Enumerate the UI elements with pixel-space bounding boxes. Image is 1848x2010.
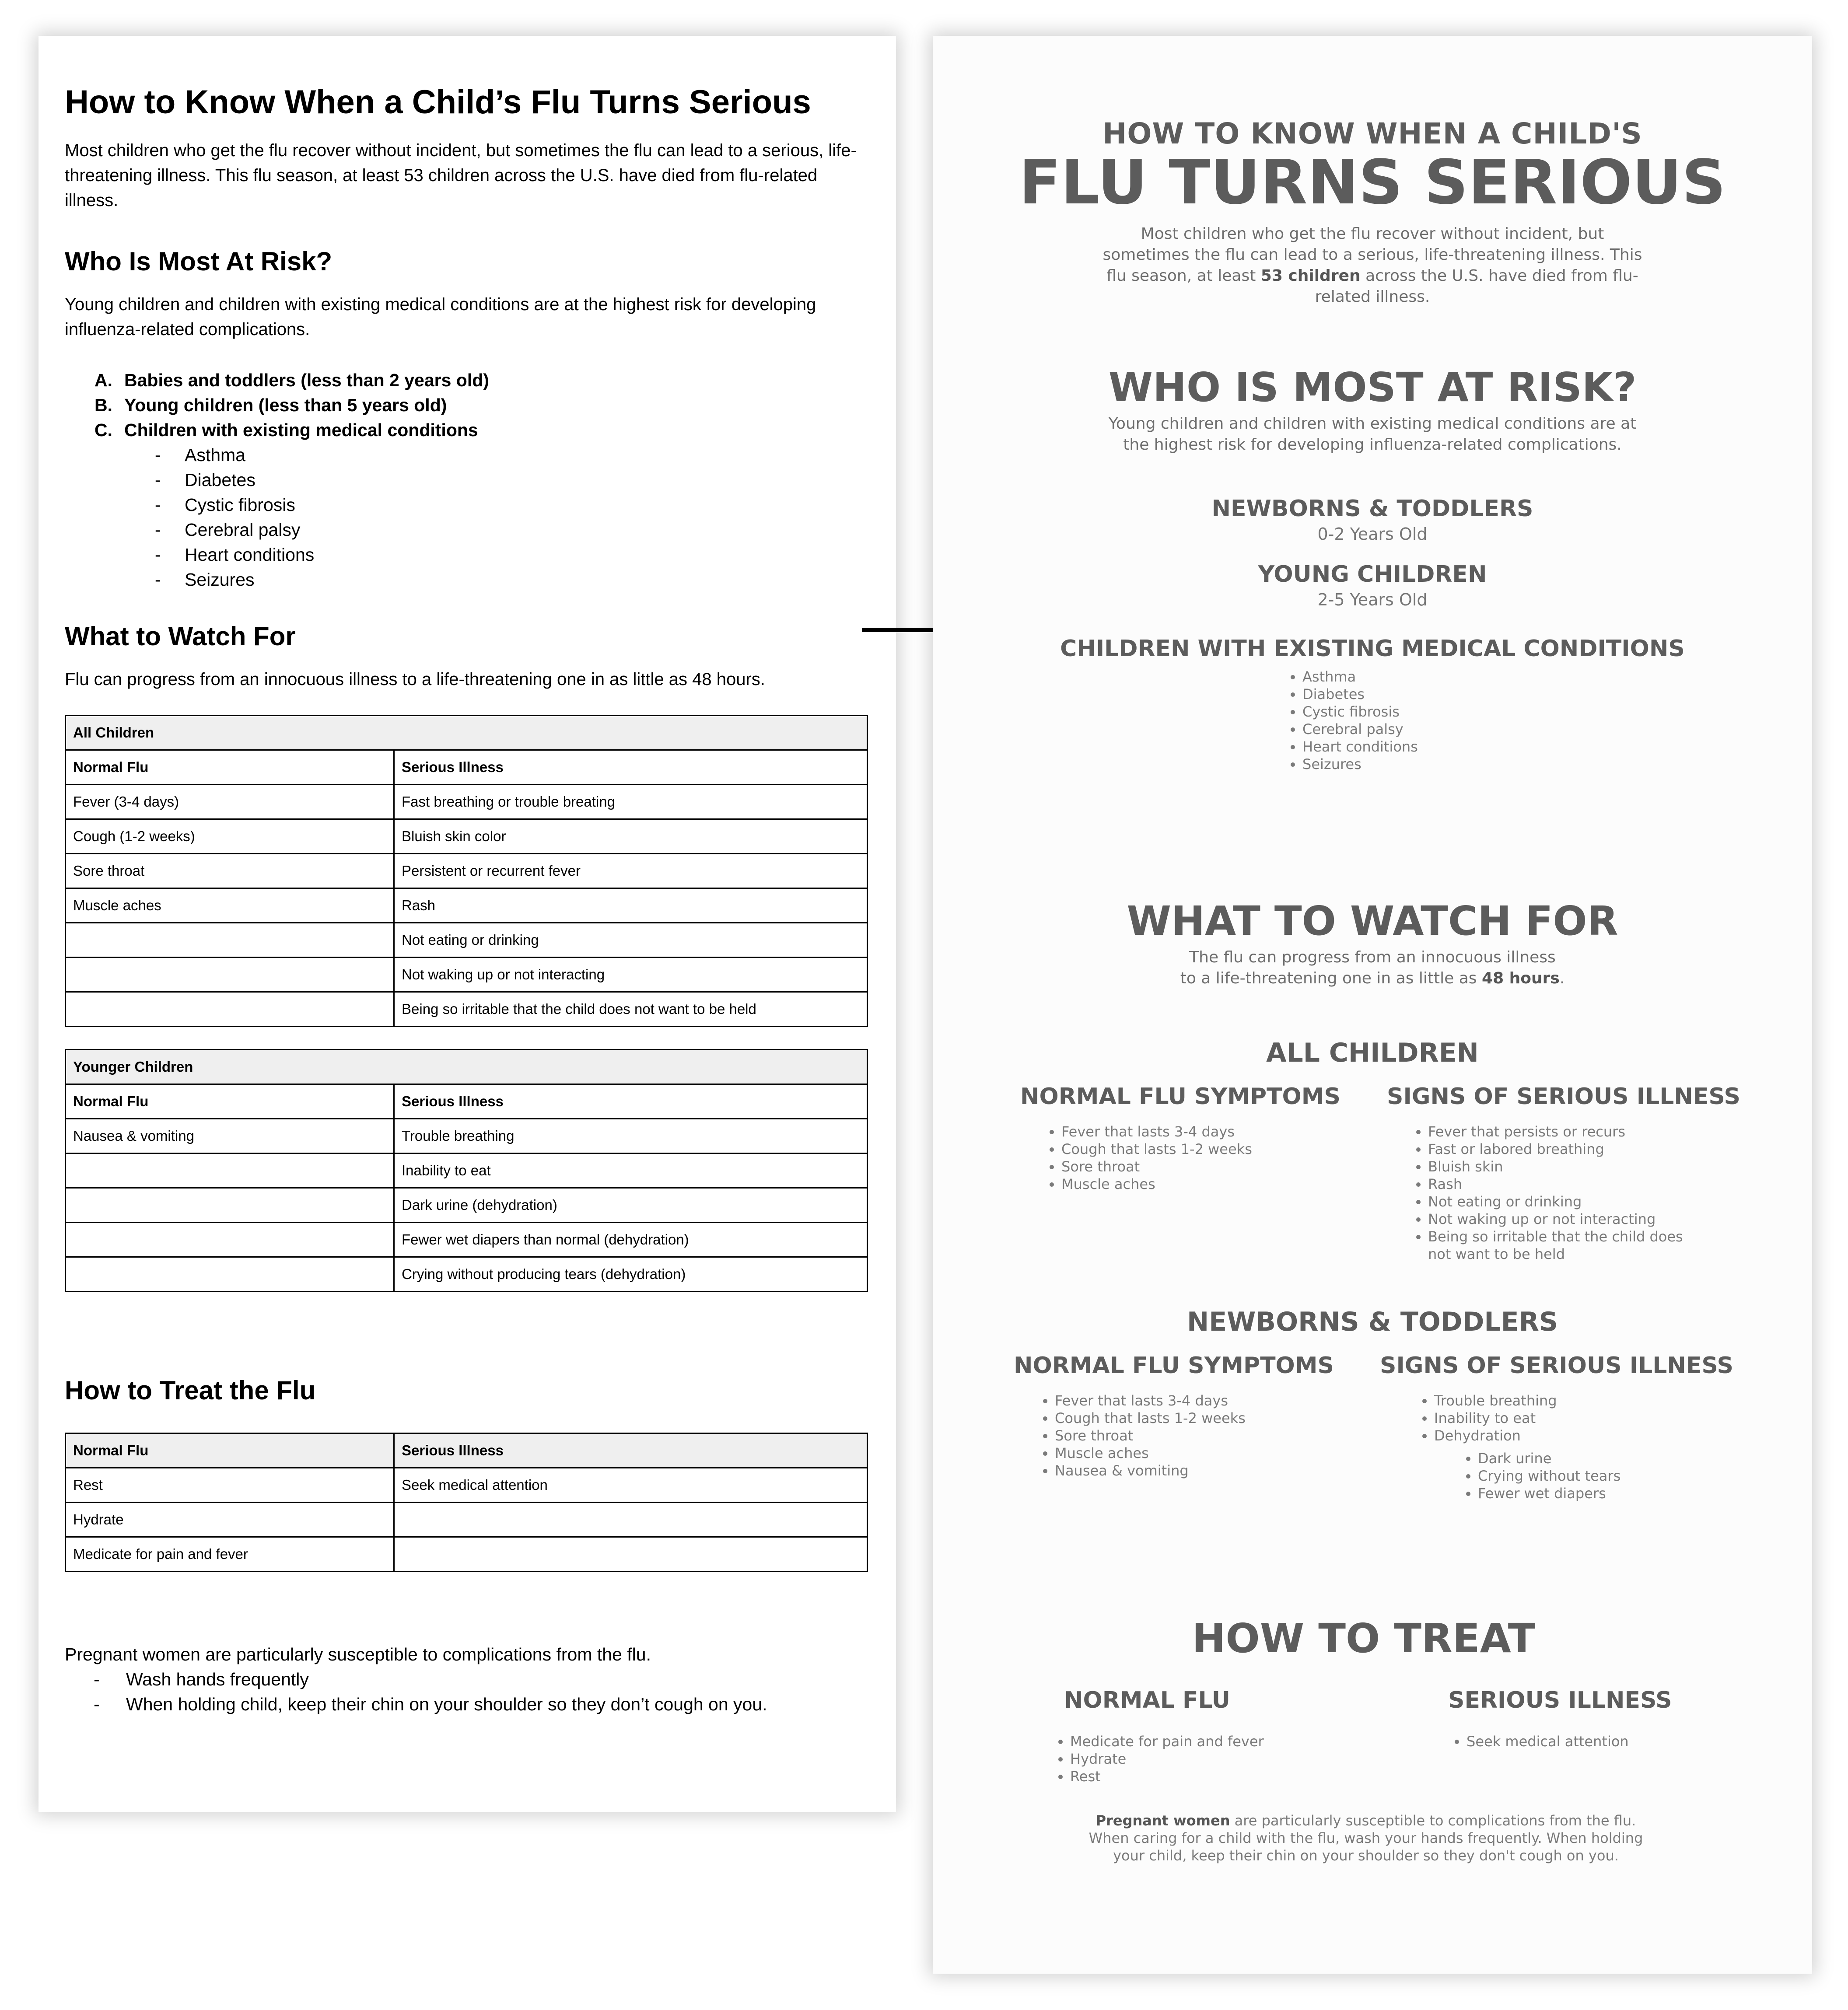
table-row: Crying without producing tears (dehydration) — [66, 1257, 868, 1291]
table-row: Rest Seek medical attention — [66, 1468, 868, 1502]
risk-group — [933, 636, 1812, 773]
table-title: All Children — [66, 715, 868, 750]
bullet-list — [1042, 1123, 1326, 1193]
list-item: • Rash — [1428, 1175, 1686, 1193]
table-row: Sore throat Persistent or recurrent fever — [66, 853, 868, 888]
conditions-list — [65, 443, 869, 592]
column-title: SIGNS OF SERIOUS ILLNESS — [1380, 1353, 1733, 1379]
treat-normal-column — [1038, 1687, 1300, 1785]
list-item: • Cough that lasts 1-2 weeks — [1055, 1409, 1329, 1427]
risk-heading: Who Is Most At Risk? — [65, 247, 332, 276]
list-item: • Seizures — [1302, 755, 1442, 773]
column-header: Serious Illness — [394, 750, 868, 784]
column-header: Normal Flu — [66, 1433, 394, 1468]
group-subtitle: 0-2 Years Old — [1317, 524, 1428, 544]
table-row: Being so irritable that the child does not want to be held — [66, 992, 868, 1026]
watch-heading: What to Watch For — [65, 621, 296, 651]
kicker-title: HOW TO KNOW WHEN A CHILD'S — [1102, 117, 1642, 150]
list-item: • Cystic fibrosis — [1302, 703, 1442, 720]
bullet-list — [1415, 1392, 1712, 1502]
list-item: • Muscle aches — [1055, 1444, 1329, 1462]
section-title: WHAT TO WATCH FOR — [1127, 898, 1618, 944]
intro-text: Most children who get the flu recover without incident, but sometimes the flu can lead to a serious, life-threatening illness. This flu season, at least 53 children across the U.S. have died from flu-related illness. — [1102, 225, 1642, 306]
list-item: • Asthma — [1302, 668, 1442, 685]
list-item: • Being so irritable that the child does not want to be held — [1428, 1228, 1686, 1263]
table-row: Inability to eat — [66, 1153, 868, 1188]
treat-heading: How to Treat the Flu — [65, 1375, 316, 1405]
list-item: - Asthma — [155, 444, 245, 465]
list-item: B. Young children (less than 5 years old) — [94, 395, 447, 415]
treat-serious-column — [1405, 1687, 1672, 1750]
all-children-section — [933, 1038, 1812, 1068]
list-item: • Bluish skin — [1428, 1158, 1686, 1175]
list-item: • Seek medical attention — [1466, 1733, 1668, 1750]
list-item: • Medicate for pain and fever — [1070, 1733, 1300, 1750]
list-item: - Cerebral palsy — [155, 519, 301, 540]
section-subtitle: NEWBORNS & TODDLERS — [1186, 1307, 1558, 1337]
document-title: How to Know When a Child’s Flu Turns Serious — [65, 84, 811, 121]
watch-section — [933, 898, 1812, 989]
list-item: • Trouble breathing — [1434, 1392, 1712, 1409]
all-children-table — [65, 715, 868, 1027]
list-item: • Cerebral palsy — [1302, 720, 1442, 738]
group-title: NEWBORNS & TODDLERS — [1211, 496, 1533, 522]
bullet-list — [1051, 1733, 1300, 1785]
all-normal-column — [1020, 1084, 1340, 1193]
list-item: - Wash hands frequently — [94, 1669, 309, 1689]
column-header: Normal Flu — [66, 1084, 394, 1119]
table-row: Hydrate — [66, 1502, 868, 1537]
watch-text: Flu can progress from an innocuous illness to a life-threatening one in as little as 48 hours. — [65, 669, 765, 689]
list-item: - Seizures — [155, 569, 255, 590]
risk-group — [933, 561, 1812, 609]
list-item: • Not waking up or not interacting — [1428, 1210, 1686, 1228]
newborns-section — [933, 1307, 1812, 1337]
list-item: • Fast or labored breathing — [1428, 1140, 1686, 1158]
table-row: Fewer wet diapers than normal (dehydration) — [66, 1222, 868, 1257]
column-title: NORMAL FLU SYMPTOMS — [1014, 1353, 1334, 1379]
all-serious-column — [1387, 1084, 1740, 1263]
list-item: • Hydrate — [1070, 1750, 1300, 1768]
list-item: - Heart conditions — [155, 544, 315, 565]
table-row: Dark urine (dehydration) — [66, 1188, 868, 1222]
table-row: Not eating or drinking — [66, 923, 868, 957]
document-intro: Most children who get the flu recover without incident, but sometimes the flu can lead to a serious, life-threatening illness. This flu season, at least 53 children across the U.S. have died from flu-related illness. — [65, 140, 857, 210]
column-header: Normal Flu — [66, 750, 394, 784]
list-item: • Not eating or drinking — [1428, 1193, 1686, 1210]
list-item: • Diabetes — [1302, 685, 1442, 703]
treatment-table — [65, 1433, 868, 1572]
table-title: Younger Children — [66, 1049, 868, 1084]
column-title: SERIOUS ILLNESS — [1448, 1687, 1672, 1713]
list-item: • Fewer wet diapers — [1478, 1485, 1712, 1502]
section-title: WHO IS MOST AT RISK? — [1108, 364, 1637, 411]
pregnant-note: Pregnant women are particularly susceptible to complications from the flu. — [65, 1644, 651, 1664]
newborn-normal-column — [1014, 1353, 1334, 1479]
list-item: • Inability to eat — [1434, 1409, 1712, 1427]
list-item: C. Children with existing medical conditions — [94, 419, 478, 440]
table-row: Fever (3-4 days) Fast breathing or trouble breating — [66, 784, 868, 819]
section-title: HOW TO TREAT — [1192, 1615, 1536, 1662]
risk-group — [933, 496, 1812, 544]
list-item: - Cystic fibrosis — [155, 494, 295, 515]
infographic-page — [933, 36, 1812, 1974]
conditions-list — [1302, 668, 1442, 773]
table-row: Cough (1-2 weeks) Bluish skin color — [66, 819, 868, 853]
list-item: • Rest — [1070, 1768, 1300, 1785]
column-header: Serious Illness — [394, 1433, 868, 1468]
column-header: Serious Illness — [394, 1084, 868, 1119]
pregnant-note: Pregnant women are particularly susceptible to complications from the flu. When caring for a child with the flu, wash your hands frequently. When holding your child, keep their chin on your shoulder so they don't cough on you. — [1088, 1812, 1643, 1864]
list-item: • Sore throat — [1055, 1427, 1329, 1444]
list-item: • Dehydration • Dark urine • Crying without tears • Fewer wet diapers — [1434, 1427, 1712, 1502]
group-subtitle: 2-5 Years Old — [1317, 590, 1428, 609]
list-item: • Dark urine — [1478, 1450, 1712, 1467]
list-item: • Fever that lasts 3-4 days — [1061, 1123, 1326, 1140]
list-item: - Diabetes — [155, 469, 256, 490]
column-title: NORMAL FLU — [1064, 1687, 1231, 1713]
source-document-page — [38, 36, 896, 1812]
table-row: Muscle aches Rash — [66, 888, 868, 923]
list-item: • Muscle aches — [1061, 1175, 1326, 1193]
bullet-list — [1036, 1392, 1329, 1479]
table-row: Medicate for pain and fever — [66, 1537, 868, 1571]
list-item: - When holding child, keep their chin on your shoulder so they don’t cough on you. — [94, 1694, 767, 1714]
main-title: FLU TURNS SERIOUS — [1019, 147, 1726, 218]
dehydration-list — [1434, 1450, 1712, 1502]
younger-children-table — [65, 1049, 868, 1292]
risk-section — [933, 364, 1812, 773]
list-item: • Fever that persists or recurs — [1428, 1123, 1686, 1140]
section-subtitle: ALL CHILDREN — [1266, 1038, 1479, 1068]
list-item: • Heart conditions — [1302, 738, 1442, 755]
list-item: A. Babies and toddlers (less than 2 years old) — [94, 370, 489, 390]
table-row: Not waking up or not interacting — [66, 957, 868, 992]
table-row: Nausea & vomiting Trouble breathing — [66, 1119, 868, 1153]
bullet-list — [1447, 1733, 1668, 1750]
pregnant-tips-list — [65, 1667, 869, 1717]
bullet-list — [1409, 1123, 1686, 1263]
risk-text: Young children and children with existing medical conditions are at the highest risk for developing influenza-related complications. — [65, 295, 816, 339]
infographic-header — [933, 117, 1812, 308]
list-item: • Crying without tears — [1478, 1467, 1712, 1485]
treat-section — [924, 1615, 1803, 1662]
list-item: • Fever that lasts 3-4 days — [1055, 1392, 1329, 1409]
list-item: • Sore throat — [1061, 1158, 1326, 1175]
list-item: • Nausea & vomiting — [1055, 1462, 1329, 1479]
column-title: NORMAL FLU SYMPTOMS — [1020, 1084, 1340, 1110]
column-title: SIGNS OF SERIOUS ILLNESS — [1387, 1084, 1740, 1110]
list-item: • Cough that lasts 1-2 weeks — [1061, 1140, 1326, 1158]
section-text: Young children and children with existing medical conditions are at the highest risk for developing influenza-related complications. — [1108, 415, 1637, 454]
newborn-serious-column — [1380, 1353, 1733, 1502]
group-title: YOUNG CHILDREN — [1258, 561, 1487, 587]
risk-group-list — [65, 368, 869, 443]
group-title: CHILDREN WITH EXISTING MEDICAL CONDITIONS — [1060, 636, 1685, 662]
section-text: The flu can progress from an innocuous illness to a life-threatening one in as little as 48 hours. — [1180, 948, 1565, 987]
